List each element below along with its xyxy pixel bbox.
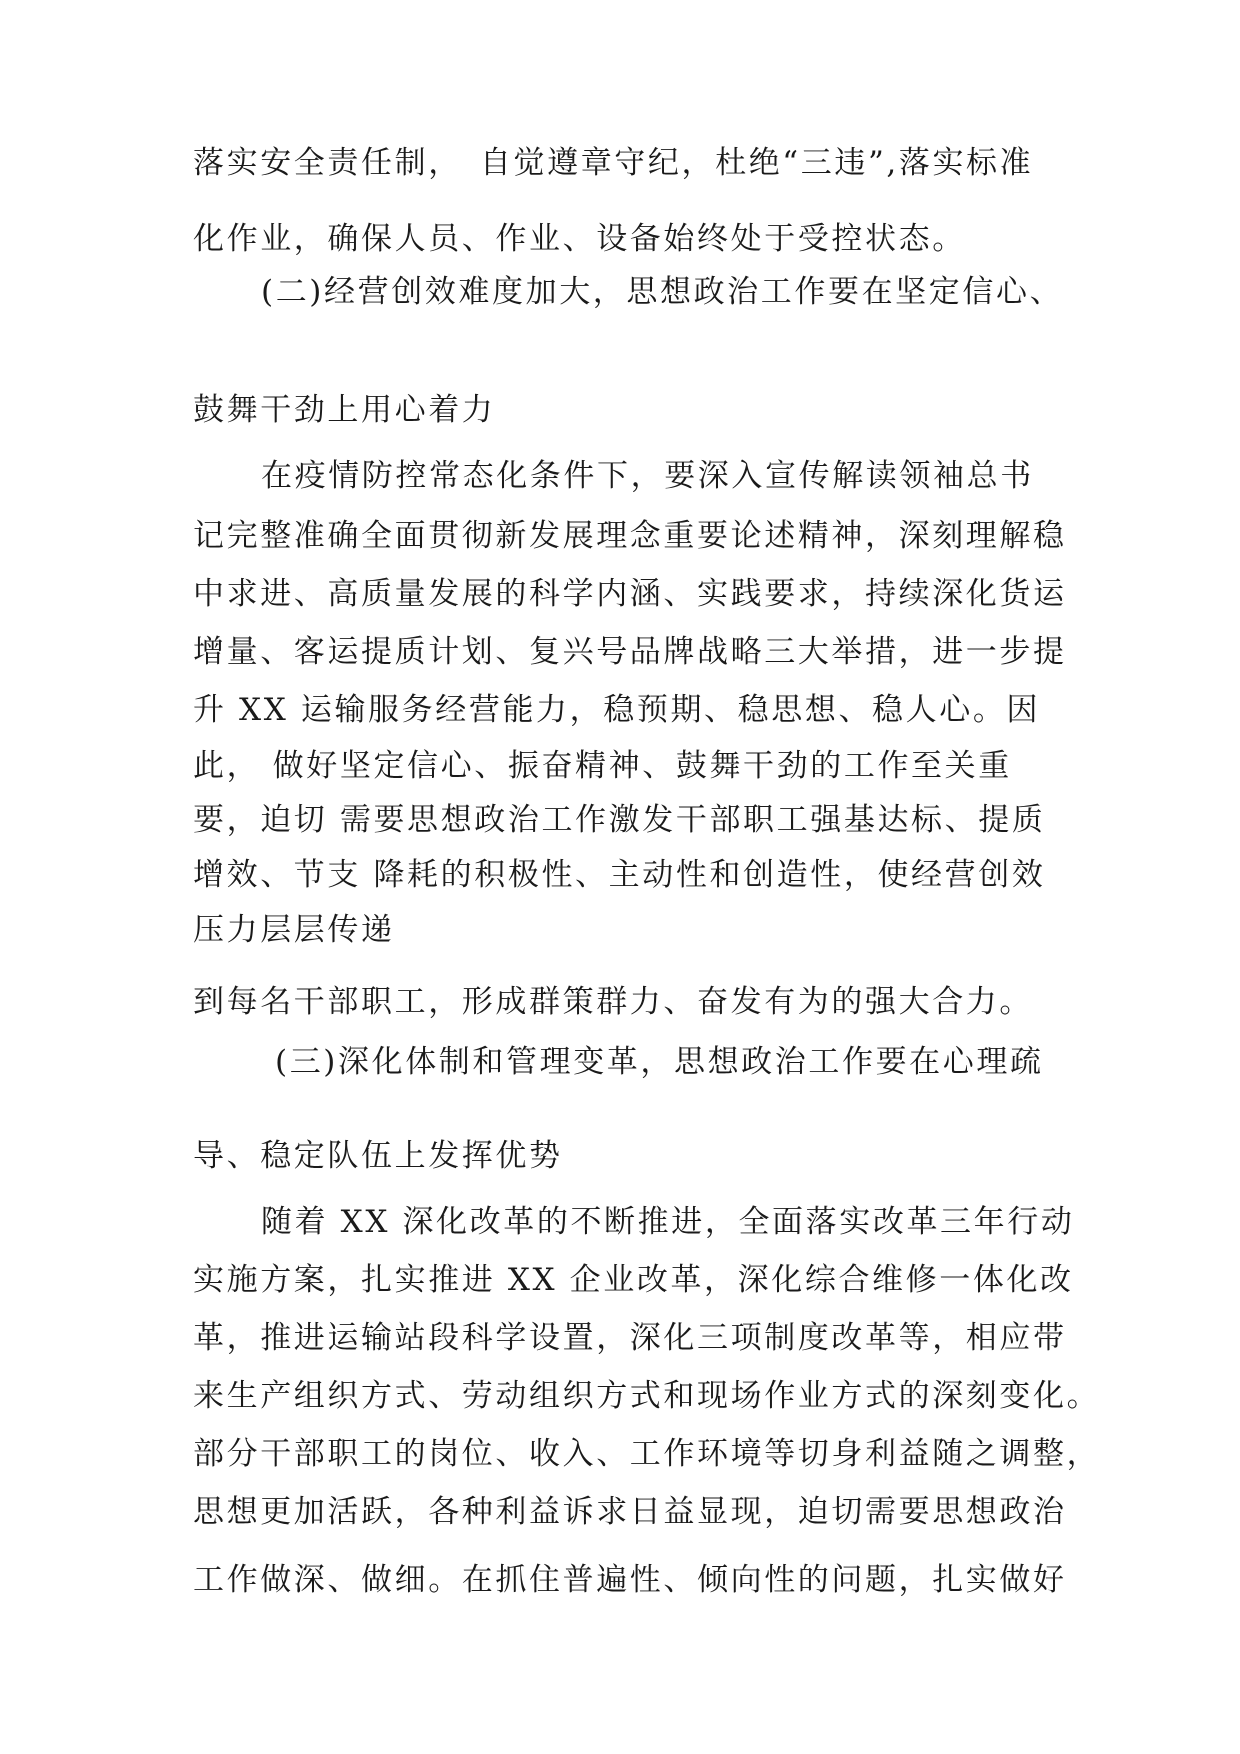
text-line: 革，推进运输站段科学设置，深化三项制度改革等，相应带	[193, 1320, 1067, 1356]
section-heading: (三)深化体制和管理变革，思想政治工作要在心理疏	[275, 1044, 1044, 1080]
text-line: 增量、客运提质计划、复兴号品牌战略三大举措，进一步提	[193, 634, 1067, 670]
text-line: 工作做深、做细。在抓住普遍性、倾向性的问题，扎实做好	[193, 1562, 1067, 1598]
text-line: 升 XX 运输服务经营能力，稳预期、稳思想、稳人心。因	[193, 692, 1041, 728]
text-line: 记完整准确全面贯彻新发展理念重要论述精神，深刻理解稳	[193, 518, 1067, 554]
text-line: 此， 做好坚定信心、振奋精神、鼓舞干劲的工作至关重	[193, 748, 1012, 784]
text-line: 化作业，确保人员、作业、设备始终处于受控状态。	[193, 221, 966, 257]
section-heading-cont: 鼓舞干劲上用心着力	[193, 392, 496, 428]
paragraph-first-line: 随着 XX 深化改革的不断推进，全面落实改革三年行动	[261, 1204, 1075, 1240]
text-line: 要，迫切 需要思想政治工作激发干部职工强基达标、提质	[193, 802, 1046, 838]
paragraph-first-line: 在疫情防控常态化条件下，要深入宣传解读领袖总书	[261, 458, 1034, 494]
text-line: 部分干部职工的岗位、收入、工作环境等切身利益随之调整，	[193, 1436, 1101, 1472]
text-line: 思想更加活跃，各种利益诉求日益显现，迫切需要思想政治	[193, 1494, 1067, 1530]
text-line: 中求进、高质量发展的科学内涵、实践要求，持续深化货运	[193, 576, 1067, 612]
text-line: 增效、节支 降耗的积极性、主动性和创造性，使经营创效	[193, 857, 1046, 893]
text-line: 来生产组织方式、劳动组织方式和现场作业方式的深刻变化。	[193, 1378, 1101, 1414]
text-line: 落实安全责任制， 自觉遵章守纪，杜绝“三违”,落实标准	[193, 145, 1034, 181]
text-line: 实施方案，扎实推进 XX 企业改革，深化综合维修一体化改	[193, 1262, 1074, 1298]
text-line: 压力层层传递	[193, 912, 395, 948]
section-heading: (二)经营创效难度加大，思想政治工作要在坚定信心、	[261, 274, 1064, 310]
section-heading-cont: 导、稳定队伍上发挥优势	[193, 1138, 563, 1174]
text-line: 到每名干部职工，形成群策群力、奋发有为的强大合力。	[193, 984, 1033, 1020]
